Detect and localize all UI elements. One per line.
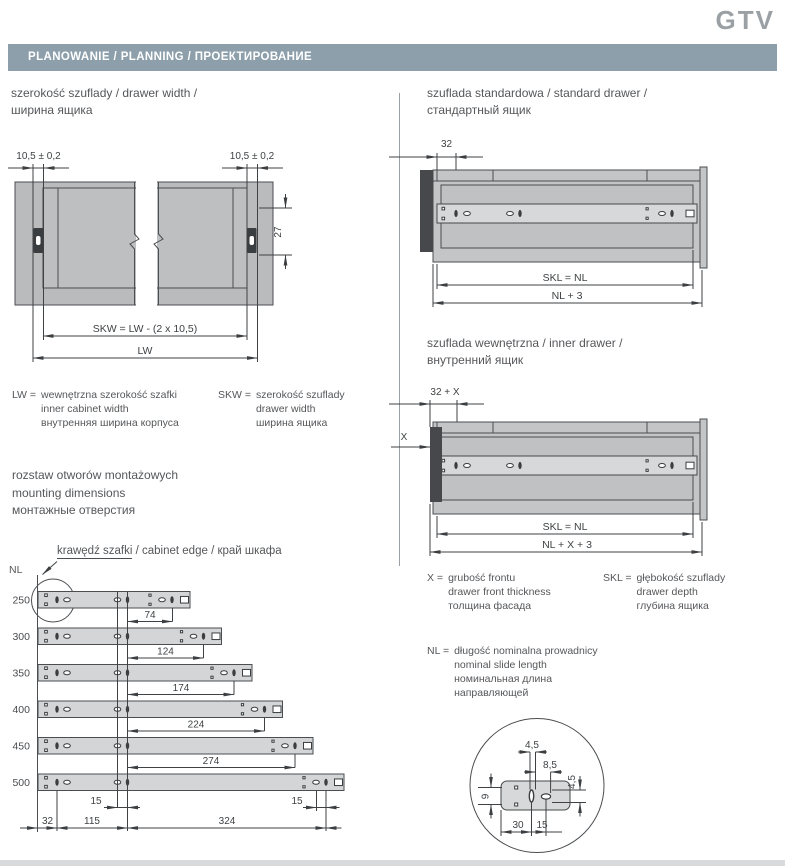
definition-lw-term: LW =: [12, 389, 37, 401]
drawer-side-view: [420, 167, 707, 268]
dim-15-right: [291, 796, 339, 808]
dim-274: 274: [202, 756, 220, 767]
inner-front-panel: [430, 427, 442, 502]
drawer-width-title: [11, 85, 197, 119]
svg-text:32 + X: 32 + X: [430, 387, 460, 398]
dim-height-27: 27: [273, 226, 284, 238]
nl-label-450: 450: [12, 740, 30, 753]
svg-text:NL + 3: NL + 3: [551, 290, 583, 302]
drawer-width-diagram: [0, 140, 310, 375]
dim-lw: LW: [137, 345, 153, 357]
inner-drawer-title-line1: szuflada wewnętrzna / inner drawer /: [427, 336, 623, 350]
svg-text:NL + X + 3: NL + X + 3: [542, 539, 592, 551]
svg-text:15: 15: [291, 796, 303, 807]
slide-row-350: [38, 665, 252, 682]
nl-label-400: 400: [12, 704, 30, 716]
definition-skw-term: SKW =: [218, 389, 251, 401]
inner-drawer-title: [427, 335, 622, 369]
svg-text:32: 32: [440, 139, 453, 150]
cabinet-edge-label: krawędź szafki / cabinet edge / край шкафа: [57, 545, 282, 557]
dim-x: [391, 432, 430, 447]
definition-skl-term: SKL =: [603, 572, 632, 584]
svg-text:X: X: [400, 432, 408, 443]
drawer-width-title-line1: szerokość szuflady / drawer width /: [11, 86, 198, 100]
nl-label-250: 250: [12, 594, 30, 607]
dim-124: 124: [157, 646, 174, 658]
dim-32: 32: [41, 816, 54, 827]
standard-drawer-title: [427, 85, 647, 119]
svg-text:9: 9: [480, 793, 492, 800]
svg-text:4,5: 4,5: [567, 775, 578, 789]
drawer-side-view: [430, 419, 707, 520]
slide-row-500: [38, 774, 344, 791]
dim-174: 174: [172, 683, 190, 694]
section-header-bar: [8, 44, 777, 71]
nl-label-300: 300: [12, 631, 30, 643]
drawer-front-panel: [420, 170, 433, 252]
slide-bracket-left: [34, 228, 44, 253]
standard-drawer-title-line2: стандартный ящик: [427, 103, 531, 117]
dim-324: 324: [218, 816, 236, 827]
gtv-logo: GTV: [715, 5, 775, 35]
cabinet-edge-arrow: [43, 562, 58, 575]
svg-text:SKL = NL: SKL = NL: [542, 521, 588, 533]
hole-detail-diagram: [462, 712, 612, 862]
bottom-dimension-chain: [20, 816, 342, 828]
mounting-title: rozstaw otworów montażowych mounting dimensions монтажные отверстия: [12, 468, 179, 517]
definition-nl-term: NL =: [427, 645, 450, 657]
dim-224: 224: [187, 719, 205, 731]
definition-x-term: X =: [427, 572, 444, 584]
nl-axis-label: NL: [9, 564, 23, 576]
dim-offset-right: 10,5 ± 0,2: [229, 151, 275, 162]
definition-x: X = grubość frontu drawer front thickness толщина фасада: [427, 572, 551, 612]
standard-drawer-title-line1: szuflada standardowa / standard drawer /: [427, 86, 648, 100]
definition-lw: LW = wewnętrzna szerokość szafki inner cabinet width внутренняя ширина корпуса: [12, 389, 179, 429]
svg-text:8,5: 8,5: [543, 760, 557, 771]
nl-label-500: 500: [12, 777, 30, 789]
dim-15-left: [90, 796, 140, 808]
standard-drawer-diagram: [383, 130, 723, 315]
definition-skw: SKW = szerokość szuflady drawer width ширина ящика: [218, 389, 345, 429]
nl-label-350: 350: [12, 667, 30, 680]
break-gap: [136, 178, 157, 309]
inner-drawer-title-line2: внутренний ящик: [427, 353, 524, 367]
dim-115: 115: [84, 816, 100, 827]
svg-text:30: 30: [512, 820, 524, 831]
mounting-dimensions-diagram: [0, 558, 400, 862]
slide-row-250: [38, 592, 190, 609]
slide-row-300: [38, 628, 222, 645]
inner-drawer-diagram: [383, 382, 723, 577]
drawer-width-title-line2: ширина ящика: [11, 103, 93, 117]
footer-bar: [0, 860, 785, 866]
dim-74: 74: [144, 610, 156, 621]
svg-text:15: 15: [90, 796, 102, 807]
slide-row-450: [38, 738, 313, 755]
dim-skw-formula: SKW = LW - (2 x 10,5): [92, 323, 198, 335]
section-header-title: PLANOWANIE / PLANNING / ПРОЕКТИРОВАНИЕ: [28, 51, 313, 63]
slide-row-400: [38, 701, 283, 718]
cabinet-cross-section: [15, 178, 273, 309]
svg-text:SKL = NL: SKL = NL: [542, 272, 588, 284]
slide-bracket-right: [247, 228, 257, 253]
dim-left-9: [478, 774, 502, 819]
svg-text:4,5: 4,5: [525, 740, 539, 751]
svg-text:15: 15: [536, 820, 548, 831]
dim-offset-left: 10,5 ± 0,2: [16, 151, 61, 162]
definition-nl: NL = długość nominalna prowadnicy nominal slide length номинальная длина направляющей: [427, 645, 598, 699]
definition-skl: SKL = głębokość szuflady drawer depth глубина ящика: [603, 572, 726, 612]
